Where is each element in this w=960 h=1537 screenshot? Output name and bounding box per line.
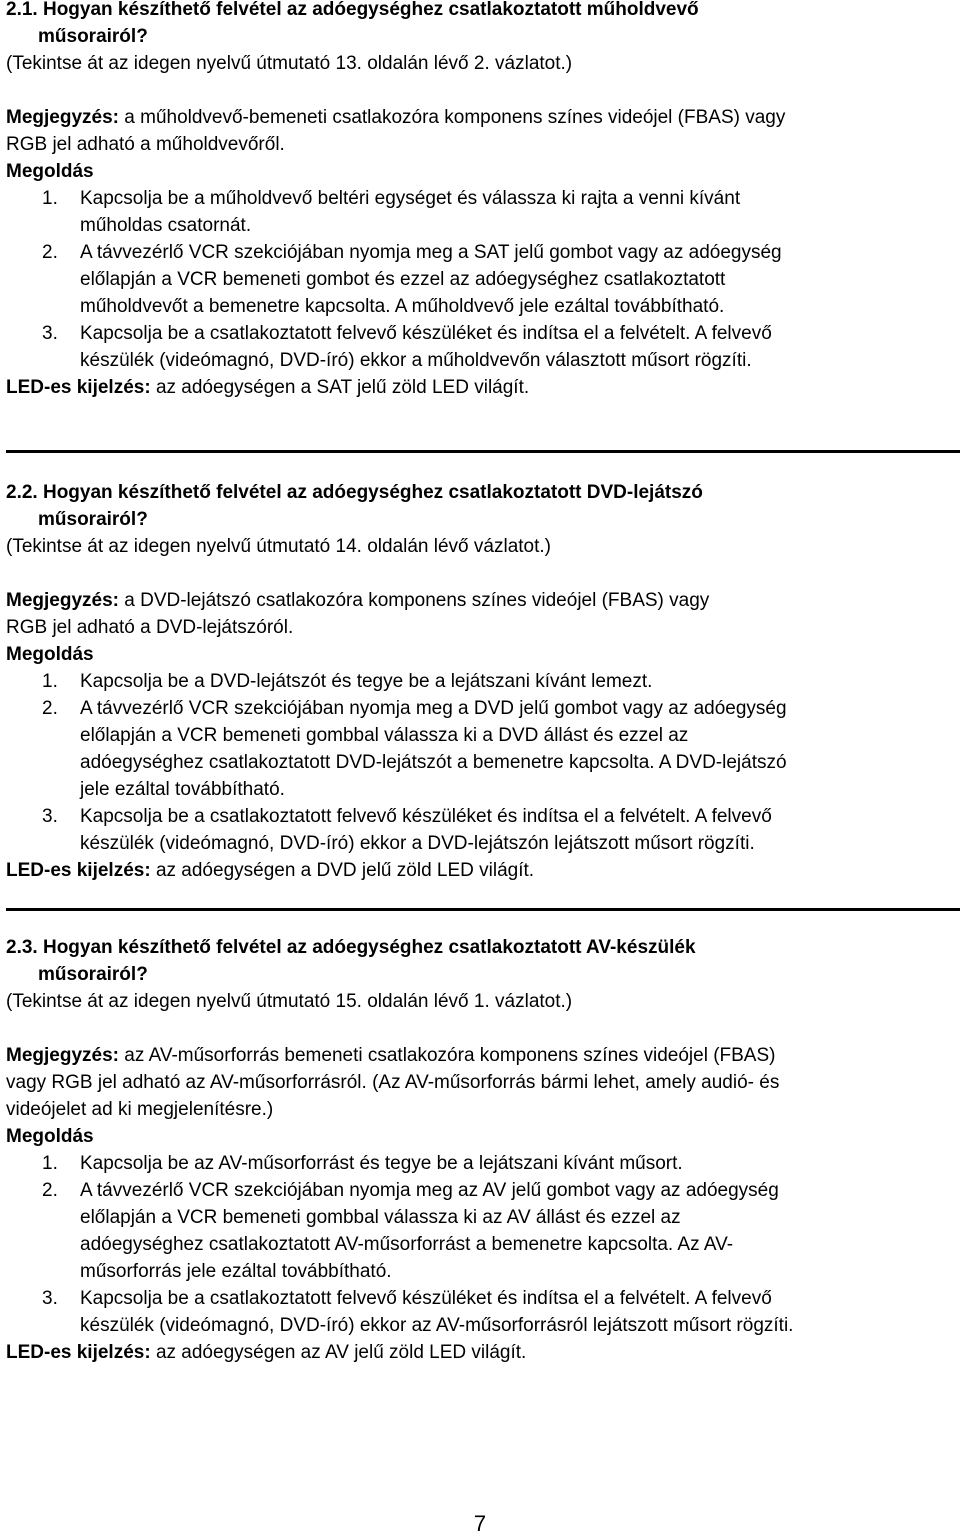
- reference-note: (Tekintse át az idegen nyelvű útmutató 13. oldalán lévő 2. vázlatot.): [6, 53, 573, 74]
- note-line: RGB jel adható a műholdvevőről.: [6, 134, 285, 155]
- note-paragraph: Megjegyzés: az AV-műsorforrás bemeneti csatlakozóra komponens színes videójel (FBAS): [6, 1045, 776, 1066]
- section-title-cont: műsorairól?: [38, 964, 148, 985]
- note-paragraph: Megjegyzés: a műholdvevő-bemeneti csatlakozóra komponens színes videójel (FBAS) vagy: [6, 107, 786, 128]
- led-indication: LED-es kijelzés: az adóegységen az AV jelű zöld LED világít.: [6, 1342, 527, 1363]
- step-item: 1. Kapcsolja be a műholdvevő beltéri egységet és válassza ki rajta a venni kívánt műholdas csatornát.: [42, 188, 741, 236]
- section-title-cont: műsorairól?: [38, 509, 148, 530]
- solution-heading: Megoldás: [6, 644, 94, 665]
- step-item: 1. Kapcsolja be a DVD-lejátszót és tegye be a lejátszani kívánt lemezt.: [42, 671, 653, 692]
- section-2-1: [6, 0, 954, 401]
- led-indication: LED-es kijelzés: az adóegységen a SAT jelű zöld LED világít.: [6, 377, 530, 398]
- section-2-2: [6, 479, 954, 884]
- step-item: 2. A távvezérlő VCR szekciójában nyomja meg a SAT jelű gombot vagy az adóegység előlapján a VCR bemeneti gombot és ezzel az adóegységhez csatlakoztatott műholdvevőt a bemenetre kapcsolta. A műholdvevő jele ezáltal továbbítható.: [42, 242, 782, 317]
- step-item: 3. Kapcsolja be a csatlakoztatott felvevő készüléket és indítsa el a felvételt. A felvevő készülék (videómagnó, DVD-író) ekkor az AV-műsorforrásról lejátszott műsort rögzíti.: [42, 1288, 794, 1336]
- reference-note: (Tekintse át az idegen nyelvű útmutató 15. oldalán lévő 1. vázlatot.): [6, 991, 573, 1012]
- step-item: 2. A távvezérlő VCR szekciójában nyomja meg az AV jelű gombot vagy az adóegység előlapján a VCR bemeneti gombbal válassza ki az AV állást és ezzel az adóegységhez csatlakoztatott AV-műsorforrást a bemenetre kapcsolta. Az AV- műsorforrás jele ezáltal továbbítható.: [42, 1180, 779, 1282]
- section-title-cont: műsorairól?: [38, 26, 148, 47]
- section-title: 2.3. Hogyan készíthető felvétel az adóegységhez csatlakoztatott AV-készülék: [6, 937, 696, 958]
- solution-heading: Megoldás: [6, 1126, 94, 1147]
- reference-note: (Tekintse át az idegen nyelvű útmutató 14. oldalán lévő vázlatot.): [6, 536, 551, 557]
- section-title: 2.1. Hogyan készíthető felvétel az adóegységhez csatlakoztatott műholdvevő: [6, 0, 699, 20]
- step-item: 3. Kapcsolja be a csatlakoztatott felvevő készüléket és indítsa el a felvételt. A felvevő készülék (videómagnó, DVD-író) ekkor a DVD-lejátszón lejátszott műsort rögzíti.: [42, 806, 772, 854]
- led-indication: LED-es kijelzés: az adóegységen a DVD jelű zöld LED világít.: [6, 860, 535, 881]
- note-line: videójelet ad ki megjelenítésre.): [6, 1099, 274, 1120]
- step-item: 1. Kapcsolja be az AV-műsorforrást és tegye be a lejátszani kívánt műsort.: [42, 1153, 683, 1174]
- note-line: RGB jel adható a DVD-lejátszóról.: [6, 617, 294, 638]
- solution-heading: Megoldás: [6, 161, 94, 182]
- section-divider: [6, 450, 960, 453]
- step-item: 2. A távvezérlő VCR szekciójában nyomja meg a DVD jelű gombot vagy az adóegység előlapján a VCR bemeneti gombbal válassza ki a DVD állást és ezzel az adóegységhez csatlakoztatott DVD-lejátszót a bemenetre kapcsolta. A DVD-lejátszó jele ezáltal továbbítható.: [42, 698, 787, 800]
- section-divider: [6, 908, 960, 911]
- note-paragraph: Megjegyzés: a DVD-lejátszó csatlakozóra komponens színes videójel (FBAS) vagy: [6, 590, 710, 611]
- section-title: 2.2. Hogyan készíthető felvétel az adóegységhez csatlakoztatott DVD-lejátszó: [6, 482, 703, 503]
- page-number: 7: [473, 1511, 487, 1536]
- section-2-3: [6, 934, 954, 1366]
- step-item: 3. Kapcsolja be a csatlakoztatott felvevő készüléket és indítsa el a felvételt. A felvevő készülék (videómagnó, DVD-író) ekkor a műholdvevőn választott műsort rögzíti.: [42, 323, 772, 371]
- note-line: vagy RGB jel adható az AV-műsorforrásról. (Az AV-műsorforrás bármi lehet, amely audió- és: [6, 1072, 780, 1093]
